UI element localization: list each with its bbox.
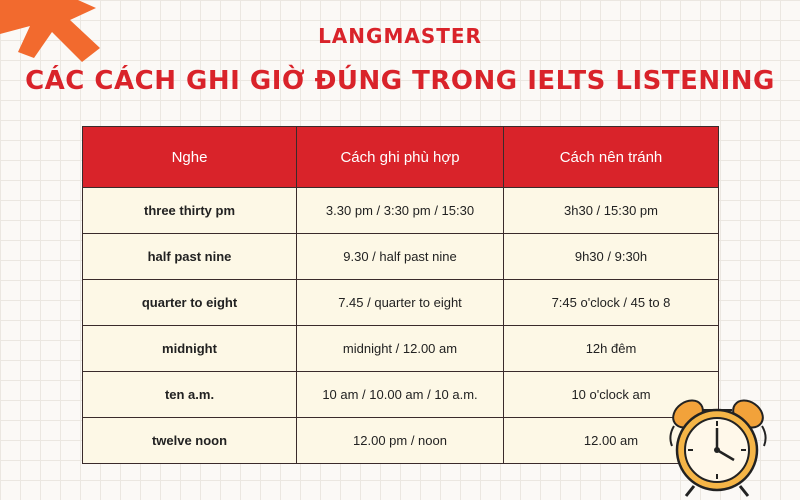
- cell-heard: ten a.m.: [83, 372, 297, 418]
- cell-avoid: 9h30 / 9:30h: [504, 234, 719, 280]
- header-cach-nen-tranh: Cách nên tránh: [504, 127, 719, 188]
- cell-heard: twelve noon: [83, 418, 297, 464]
- cell-recommended: 10 am / 10.00 am / 10 a.m.: [297, 372, 504, 418]
- cell-avoid: 12.00 am: [504, 418, 719, 464]
- table-row: [83, 326, 719, 372]
- table-row: [83, 188, 719, 234]
- cell-heard: half past nine: [83, 234, 297, 280]
- brand-logo: LANGMASTER: [318, 24, 482, 48]
- cell-recommended: midnight / 12.00 am: [297, 326, 504, 372]
- header-cach-ghi-phu-hop: Cách ghi phù hợp: [297, 127, 504, 188]
- page-title: CÁC CÁCH GHI GIỜ ĐÚNG TRONG IELTS LISTENING: [25, 66, 775, 96]
- table-header-row: [83, 127, 719, 188]
- header-nghe: Nghe: [83, 127, 297, 188]
- cell-heard: three thirty pm: [83, 188, 297, 234]
- cell-avoid: 3h30 / 15:30 pm: [504, 188, 719, 234]
- cell-recommended: 9.30 / half past nine: [297, 234, 504, 280]
- time-writing-table: [82, 126, 719, 464]
- cell-avoid: 12h đêm: [504, 326, 719, 372]
- table-row: [83, 280, 719, 326]
- cell-recommended: 3.30 pm / 3:30 pm / 15:30: [297, 188, 504, 234]
- cell-avoid: 7:45 o'clock / 45 to 8: [504, 280, 719, 326]
- cell-heard: quarter to eight: [83, 280, 297, 326]
- table-row: [83, 372, 719, 418]
- cell-recommended: 7.45 / quarter to eight: [297, 280, 504, 326]
- alarm-clock-icon: [662, 388, 772, 498]
- table-row: [83, 418, 719, 464]
- cell-avoid: 10 o'clock am: [504, 372, 719, 418]
- cell-heard: midnight: [83, 326, 297, 372]
- cell-recommended: 12.00 pm / noon: [297, 418, 504, 464]
- table-row: [83, 234, 719, 280]
